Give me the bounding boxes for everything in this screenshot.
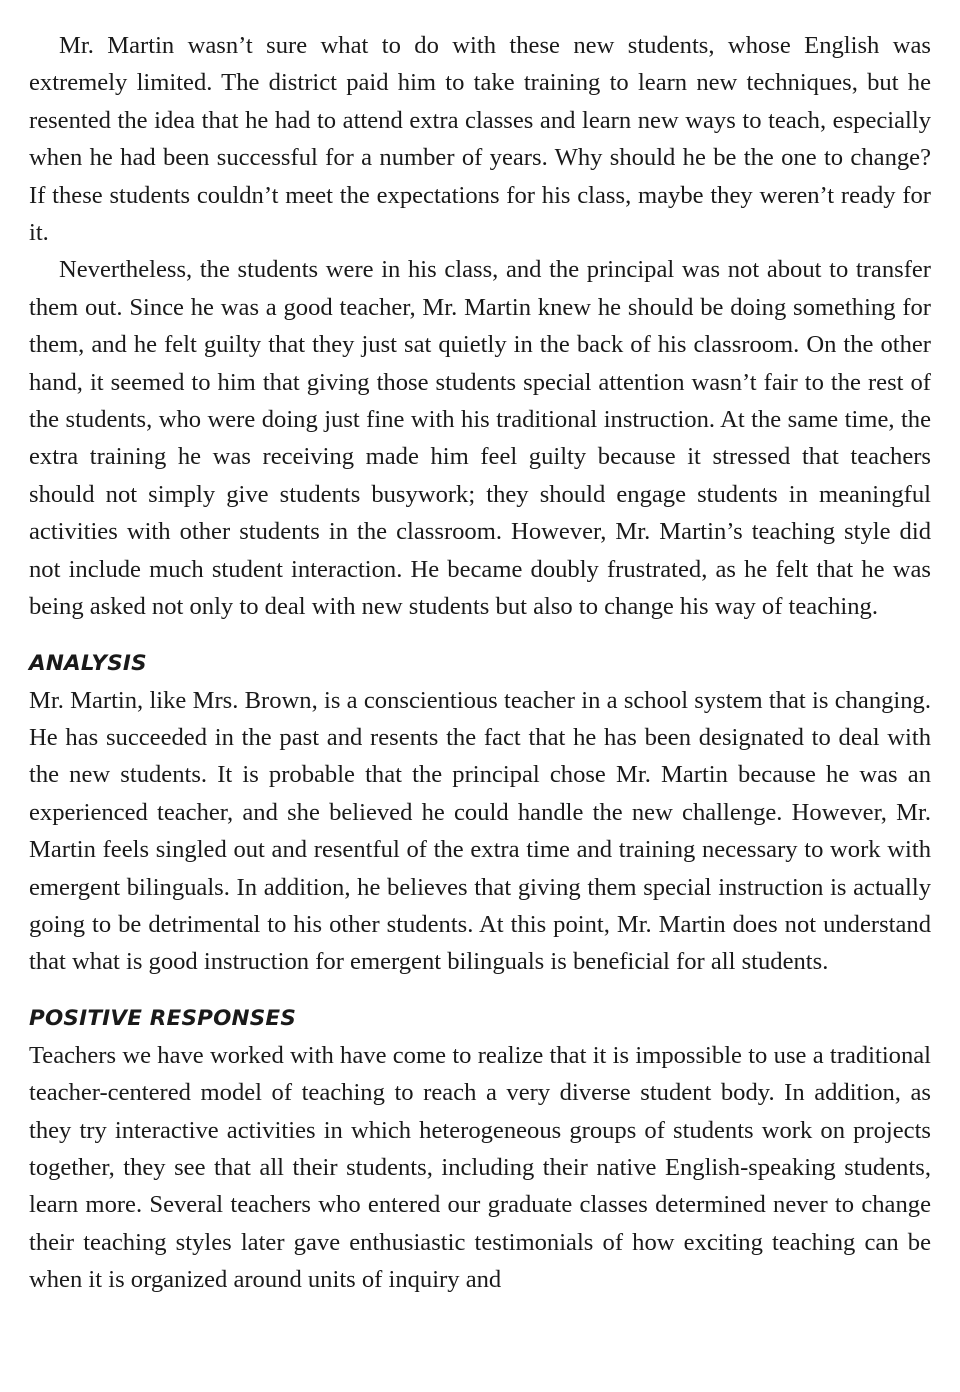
section-heading-positive-responses: POSITIVE RESPONSES	[29, 1005, 297, 1031]
paragraph-martin-intro: Mr. Martin wasn’t sure what to do with these new students, whose English was extremely limited. The district paid him to take training to learn new techniques, but he resented the idea that he had to attend extra classes and learn new ways to teach, especially when he had been successful for a number of years. Why should he be the one to change? If these students couldn’t meet the expectations for his class, maybe they weren’t ready for it.	[29, 32, 931, 247]
book-page	[29, 27, 931, 1299]
paragraph-martin-nevertheless: Nevertheless, the students were in his class, and the principal was not about to transfer them out. Since he was a good teacher, Mr. Martin knew he should be doing something for them, and he felt guilty that they just sat quietly in the back of his classroom. On the other hand, it seemed to him that giving those students special attention wasn’t fair to the rest of the students, who were doing just fine with his traditional instruction. At the same time, the extra training he was receiving made him feel guilty because it stressed that teachers should not simply give students busywork; they should engage students in meaningful activities with other students in the classroom. However, Mr. Martin’s teaching style did not include much student interaction. He became doubly frustrated, as he felt that he was being asked not only to deal with new students but also to change his way of teaching.	[29, 256, 931, 621]
section-heading-analysis: ANALYSIS	[29, 650, 147, 676]
paragraph-positive-responses: Teachers we have worked with have come to realize that it is impossible to use a traditional teacher-centered model of teaching to reach a very diverse student body. In addition, as they try interactive activities in which heterogeneous groups of students work on projects together, they see that all their students, including their native English-speaking students, learn more. Several teachers who entered our graduate classes determined never to change their teaching styles later gave enthusiastic testimonials of how exciting teaching can be when it is organized around units of inquiry and	[29, 1041, 931, 1294]
paragraph-analysis: Mr. Martin, like Mrs. Brown, is a conscientious teacher in a school system that is changing. He has succeeded in the past and resents the fact that he has been designated to deal with the new students. It is probable that the principal chose Mr. Martin because he was an experienced teacher, and she believed he could handle the new challenge. However, Mr. Martin feels singled out and resentful of the extra time and training necessary to work with emergent bilinguals. In addition, he believes that giving them special instruction is actually going to be detrimental to his other students. At this point, Mr. Martin does not understand that what is good instruction for emergent bilinguals is beneficial for all students.	[29, 686, 931, 976]
